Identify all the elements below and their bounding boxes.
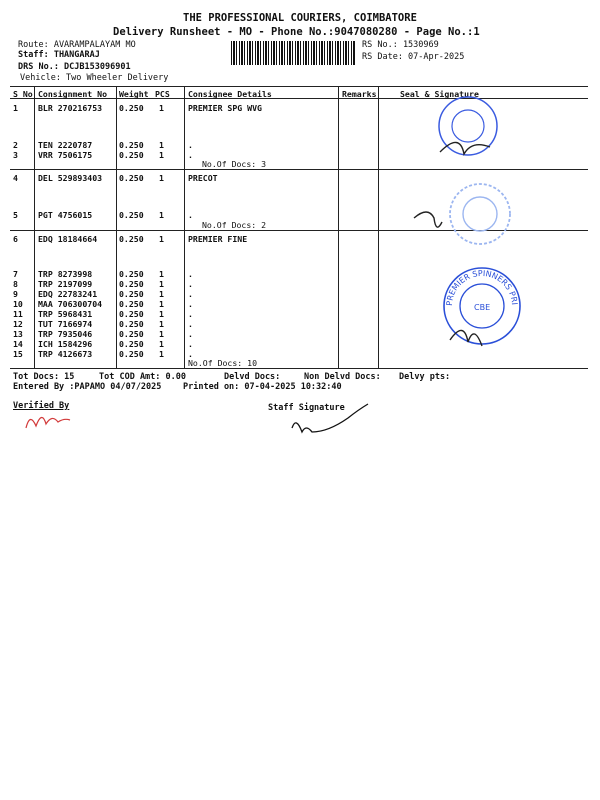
barcode — [231, 41, 356, 65]
drs-number: DRS No.: DCJB153096901 — [18, 62, 131, 72]
runsheet-subtitle: Delivery Runsheet - MO - Phone No.:9047080280 - Page No.:1 — [113, 26, 480, 38]
entered-by: Entered By :PAPAMO 04/07/2025 — [13, 382, 162, 392]
table-bottom-border — [10, 368, 588, 369]
row-weight: 0.250 — [119, 309, 144, 319]
row-consignee: . — [188, 210, 193, 220]
row-pcs: 1 — [159, 140, 164, 150]
row-consignee: . — [188, 349, 193, 359]
row-weight: 0.250 — [119, 329, 144, 339]
company-stamp-3 — [426, 255, 530, 352]
row-sno: 12 — [13, 319, 23, 329]
delivery-points: Delvy pts: — [399, 372, 451, 382]
row-weight: 0.250 — [119, 339, 144, 349]
total-cod: Tot COD Amt: 0.00 — [99, 372, 186, 382]
col-header-sno: S No — [13, 89, 33, 99]
group-doc-count: No.Of Docs: 10 — [188, 358, 258, 368]
row-weight: 0.250 — [119, 140, 144, 150]
row-pcs: 1 — [159, 234, 164, 244]
col-header-seal: Seal & Signature — [400, 89, 479, 99]
row-consignment: TRP 4126673 — [38, 349, 93, 359]
group-doc-count: No.Of Docs: 3 — [202, 159, 267, 169]
row-consignment: VRR 7506175 — [38, 150, 93, 160]
row-weight: 0.250 — [119, 210, 144, 220]
row-sno: 4 — [13, 173, 18, 183]
table-top-border — [10, 86, 588, 87]
row-consignment: EDQ 18184664 — [38, 234, 98, 244]
row-sno: 9 — [13, 289, 18, 299]
row-pcs: 1 — [159, 150, 164, 160]
row-consignment: TRP 8273998 — [38, 269, 93, 279]
row-sno: 10 — [13, 299, 23, 309]
row-consignment: MAA 706300704 — [38, 299, 103, 309]
row-sno: 14 — [13, 339, 23, 349]
stamp-text: PREMIER SPINNERS PRIVATE LIMITED — [426, 255, 519, 307]
row-sno: 11 — [13, 309, 23, 319]
row-pcs: 1 — [159, 329, 164, 339]
row-consignee: PRECOT — [188, 173, 218, 183]
row-consignment: PGT 4756015 — [38, 210, 93, 220]
staff-label: Staff: THANGARAJ — [18, 50, 100, 60]
row-pcs: 1 — [159, 289, 164, 299]
row-weight: 0.250 — [119, 289, 144, 299]
route-label: Route: AVARAMPALAYAM MO — [18, 40, 136, 50]
delivered-docs: Delvd Docs: — [224, 372, 281, 382]
row-pcs: 1 — [159, 279, 164, 289]
row-pcs: 1 — [159, 103, 164, 113]
row-consignment: TRP 5968431 — [38, 309, 93, 319]
col-divider — [184, 87, 185, 369]
company-title: THE PROFESSIONAL COURIERS, COIMBATORE — [183, 12, 417, 24]
row-consignee: . — [188, 299, 193, 309]
row-sno: 6 — [13, 234, 18, 244]
col-header-weight: Weight — [119, 89, 149, 99]
col-header-pcs: PCS — [155, 89, 170, 99]
row-weight: 0.250 — [119, 234, 144, 244]
col-header-remarks: Remarks — [342, 89, 377, 99]
row-weight: 0.250 — [119, 103, 144, 113]
row-weight: 0.250 — [119, 173, 144, 183]
vehicle-label: Vehicle: Two Wheeler Delivery — [20, 73, 169, 83]
row-sno: 7 — [13, 269, 18, 279]
row-weight: 0.250 — [119, 150, 144, 160]
row-consignee: . — [188, 309, 193, 319]
row-weight: 0.250 — [119, 349, 144, 359]
row-pcs: 1 — [159, 309, 164, 319]
staff-signature — [288, 402, 378, 442]
row-consignee: . — [188, 319, 193, 329]
col-header-consignment: Consignment No — [38, 89, 108, 99]
row-consignee: . — [188, 289, 193, 299]
total-docs: Tot Docs: 15 — [13, 372, 75, 382]
row-pcs: 1 — [159, 299, 164, 309]
rs-date: RS Date: 07-Apr-2025 — [362, 52, 465, 62]
row-sno: 3 — [13, 150, 18, 160]
row-consignee: . — [188, 150, 193, 160]
row-sno: 1 — [13, 103, 18, 113]
row-sno: 13 — [13, 329, 23, 339]
svg-text:PREMIER SPINNERS PRIVATE LIMIT — [427, 255, 519, 306]
row-consignee: . — [188, 269, 193, 279]
verifier-signature — [20, 400, 80, 436]
row-consignment: TEN 2220787 — [38, 140, 93, 150]
group-doc-count: No.Of Docs: 2 — [202, 220, 267, 230]
non-delivered-docs: Non Delvd Docs: — [304, 372, 381, 382]
staff-signature-label: Staff Signature — [268, 403, 345, 413]
row-consignee: PREMIER SPG WVG — [188, 103, 262, 113]
row-consignee: PREMIER FINE — [188, 234, 248, 244]
row-sno: 15 — [13, 349, 23, 359]
row-pcs: 1 — [159, 339, 164, 349]
row-weight: 0.250 — [119, 269, 144, 279]
row-consignee: . — [188, 140, 193, 150]
row-consignment: TUT 7166974 — [38, 319, 93, 329]
row-consignment: BLR 270216753 — [38, 103, 103, 113]
row-pcs: 1 — [159, 173, 164, 183]
row-pcs: 1 — [159, 269, 164, 279]
row-consignment: TRP 2197099 — [38, 279, 93, 289]
row-consignment: TRP 7935046 — [38, 329, 93, 339]
row-pcs: 1 — [159, 349, 164, 359]
row-sno: 5 — [13, 210, 18, 220]
row-pcs: 1 — [159, 210, 164, 220]
row-sno: 8 — [13, 279, 18, 289]
col-divider — [34, 87, 35, 369]
row-sno: 2 — [13, 140, 18, 150]
row-consignee: . — [188, 279, 193, 289]
col-divider — [378, 87, 379, 369]
col-header-consignee: Consignee Details — [188, 89, 272, 99]
row-consignee: . — [188, 339, 193, 349]
row-weight: 0.250 — [119, 279, 144, 289]
company-stamp-1 — [420, 92, 510, 172]
row-weight: 0.250 — [119, 319, 144, 329]
rs-number: RS No.: 1530969 — [362, 40, 439, 50]
row-consignment: EDQ 22783241 — [38, 289, 98, 299]
col-divider — [116, 87, 117, 369]
printed-on: Printed on: 07-04-2025 10:32:40 — [183, 382, 342, 392]
verified-by-label: Verified By — [13, 401, 70, 411]
company-stamp-2 — [410, 178, 520, 256]
row-consignee: . — [188, 329, 193, 339]
row-consignment: DEL 529893403 — [38, 173, 103, 183]
row-pcs: 1 — [159, 319, 164, 329]
stamp-city: CBE — [474, 303, 491, 312]
row-consignment: ICH 1584296 — [38, 339, 93, 349]
col-divider — [338, 87, 339, 369]
row-weight: 0.250 — [119, 299, 144, 309]
